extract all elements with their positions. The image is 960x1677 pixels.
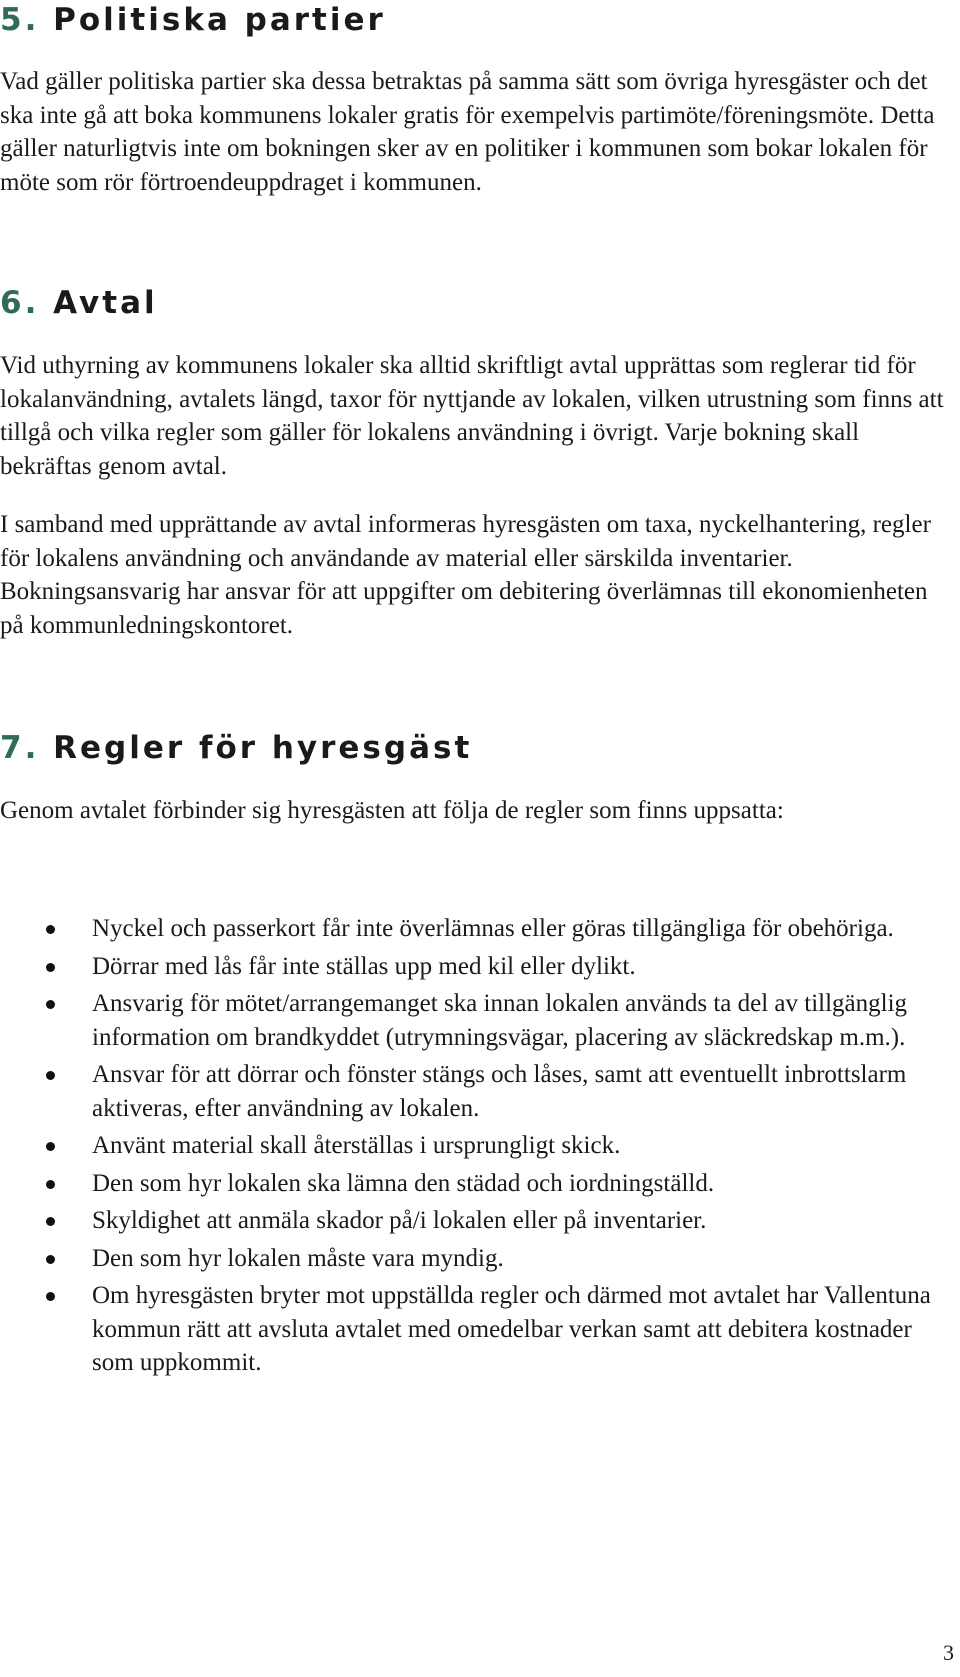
bullet-icon bbox=[46, 1255, 55, 1264]
bullet-icon bbox=[46, 1292, 55, 1301]
rules-list bbox=[0, 912, 950, 1384]
section-heading-politiska-partier bbox=[0, 2, 386, 38]
section-number: 7. bbox=[0, 730, 40, 766]
list-item-text: Om hyresgästen bryter mot uppställda regler och därmed mot avtalet har Vallentuna kommun rätt att avsluta avtalet med omedelbar verkan samt att debitera kostnader som uppkommit. bbox=[92, 1282, 931, 1376]
section-number: 5. bbox=[0, 2, 40, 38]
section-intro: Genom avtalet förbinder sig hyresgästen att följa de regler som finns uppsatta: bbox=[0, 797, 784, 824]
page-number: 3 bbox=[943, 1640, 954, 1665]
list-item bbox=[0, 1167, 950, 1201]
list-item bbox=[0, 1058, 950, 1125]
list-item-text: Ansvarig för mötet/arrangemanget ska innan lokalen används ta del av tillgänglig information om brandkyddet (utrymningsvägar, placering av släckredskap m.m.). bbox=[92, 990, 908, 1051]
bullet-icon bbox=[46, 1142, 55, 1151]
section-title: Politiska partier bbox=[53, 2, 386, 38]
list-item-text: Ansvar för att dörrar och fönster stängs och låses, samt att eventuellt inbrottslarm aktiveras, efter användning av lokalen. bbox=[92, 1061, 907, 1122]
section-paragraph: Vad gäller politiska partier ska dessa betraktas på samma sätt som övriga hyresgäster och det ska inte gå att boka kommunens lokaler gratis för exempelvis partimöte/föreningsmöte. Detta gäller naturligtvis inte om bokningen sker av en politiker i kommunen som bokar lokalen för möte som rör förtroendeuppdraget i kommunen. bbox=[0, 68, 935, 196]
section-heading-regler-for-hyresgast bbox=[0, 730, 472, 766]
list-item-text: Den som hyr lokalen ska lämna den städad och iordningställd. bbox=[92, 1169, 715, 1197]
bullet-icon bbox=[46, 925, 55, 934]
list-item-text: Använt material skall återställas i ursprungligt skick. bbox=[92, 1132, 621, 1159]
list-item-text: Dörrar med lås får inte ställas upp med kil eller dylikt. bbox=[92, 952, 636, 980]
bullet-icon bbox=[46, 1000, 55, 1009]
list-item bbox=[0, 1204, 950, 1238]
section-paragraph: I samband med upprättande av avtal informeras hyresgästen om taxa, nyckelhantering, regler för lokalens användning och användande av material eller särskilda inventarier. Bokningsansvarig har ansvar för att uppgifter om debitering överlämnas till ekonomienheten på kommunledningskontoret. bbox=[0, 511, 931, 639]
list-item bbox=[0, 912, 950, 946]
list-item-text: Den som hyr lokalen måste vara myndig. bbox=[92, 1244, 504, 1272]
section-number: 6. bbox=[0, 285, 40, 321]
list-item bbox=[0, 1279, 950, 1380]
list-item-text: Nyckel och passerkort får inte överlämnas eller göras tillgängliga för obehöriga. bbox=[92, 915, 894, 942]
section-heading-avtal bbox=[0, 285, 158, 321]
list-item bbox=[0, 987, 950, 1054]
list-item-text: Skyldighet att anmäla skador på/i lokalen eller på inventarier. bbox=[92, 1207, 707, 1234]
section-paragraph: Vid uthyrning av kommunens lokaler ska alltid skriftligt avtal upprättas som reglerar tid för lokalanvändning, avtalets längd, taxor för nyttjande av lokalen, vilken utrustning som finns att tillgå och vilka regler som gäller för lokalens användning i övrigt. Varje bokning skall bekräftas genom avtal. bbox=[0, 352, 944, 480]
bullet-icon bbox=[46, 1180, 55, 1189]
bullet-icon bbox=[46, 1071, 55, 1080]
list-item bbox=[0, 1129, 950, 1163]
list-item bbox=[0, 950, 950, 984]
section-title: Avtal bbox=[53, 285, 158, 321]
list-item bbox=[0, 1242, 950, 1276]
bullet-icon bbox=[46, 1217, 55, 1226]
bullet-icon bbox=[46, 963, 55, 972]
section-title: Regler för hyresgäst bbox=[53, 730, 473, 766]
